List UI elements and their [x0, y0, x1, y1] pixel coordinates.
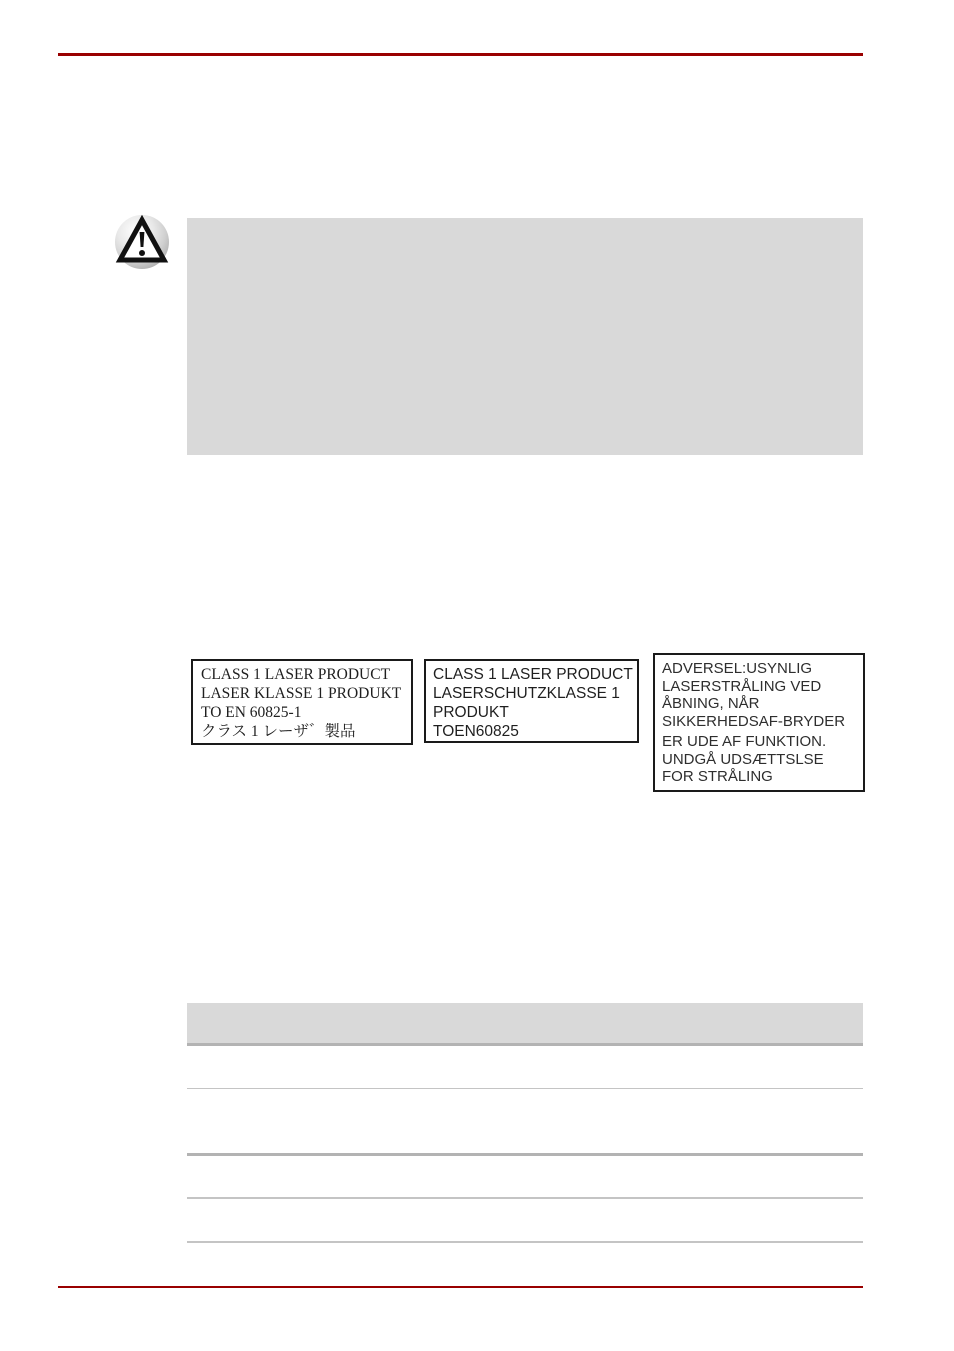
- table-row-divider: [187, 1241, 863, 1243]
- laser-label-line: UNDGÅ UDSÆTTSLSE: [662, 750, 824, 768]
- table-row-divider: [187, 1197, 863, 1199]
- laser-label-en-de-jp: [191, 659, 413, 745]
- warning-triangle-icon: [115, 215, 169, 269]
- table-row-divider: [187, 1088, 863, 1089]
- table-header-band: [187, 1003, 863, 1046]
- note-callout-box: [187, 218, 863, 455]
- laser-label-line: CLASS 1 LASER PRODUCT: [201, 666, 391, 683]
- laser-label-line: LASER KLASSE 1 PRODUKT: [201, 685, 402, 702]
- laser-label-line: FOR STRÅLING: [662, 768, 773, 785]
- laser-label-line: PRODUKT: [433, 704, 509, 721]
- laser-label-danish: [653, 653, 865, 792]
- top-rule: [58, 53, 863, 56]
- laser-label-line: TOEN60825: [433, 723, 519, 740]
- laser-label-line: LASERSTRÅLING VED: [662, 677, 822, 695]
- laser-label-line: CLASS 1 LASER PRODUCT: [433, 666, 633, 683]
- warning-icon: [115, 215, 169, 269]
- table-row-divider: [187, 1153, 863, 1156]
- laser-label-line: クラス 1 レーザ゛製品: [201, 723, 356, 740]
- laser-label-de: [424, 659, 639, 743]
- laser-label-line: TO EN 60825-1: [201, 704, 302, 721]
- laser-label-line: ÅBNING, NÅR: [662, 695, 760, 712]
- bottom-rule: [58, 1286, 863, 1288]
- laser-label-line: ER UDE AF FUNKTION.: [662, 733, 827, 750]
- laser-label-line: SIKKERHEDSAF-BRYDER: [662, 712, 846, 730]
- laser-label-line: ADVERSEL:USYNLIG: [662, 660, 813, 677]
- laser-label-line: LASERSCHUTZKLASSE 1: [433, 685, 620, 702]
